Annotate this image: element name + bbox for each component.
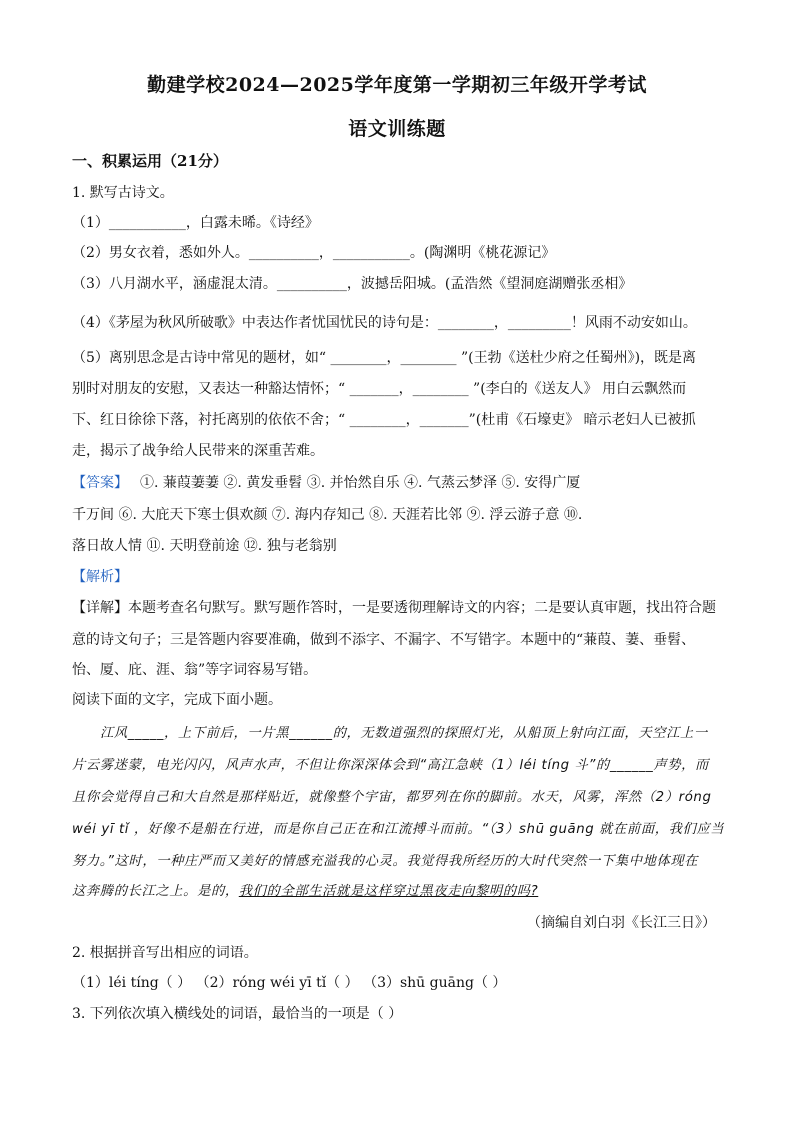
passage-line-2: 片云雾迷蒙，电光闪闪，风声水声，不但让你深深体会到“高江急峡（1）léi tíng 斗”的______声势，而 [72, 758, 709, 773]
passage-source: （摘编自刘白羽《长江三日》） [527, 915, 716, 931]
question-1-item-3: （3）八月湖水平，涵虚混太清。__________，波撼岳阳城。(孟浩然《望洞庭湖赠张丞相》 [72, 276, 633, 292]
analysis-row-1 [72, 598, 728, 618]
question-2-stem: 2. 根据拼音写出相应的词语。 [72, 945, 258, 961]
passage-line-5: 努力。”这时，一种庄严而又美好的情感充溢我的心灵。我觉得我所经历的大时代突然一下集中地体现在 [72, 854, 699, 869]
analysis-row-3: 怡、厦、庇、涯、翁”等字词容易写错。 [72, 662, 318, 678]
passage-line-4: wéi yī tǐ ，好像不是船在行进，而是你自己正在和江流搏斗而前。“（3）shū guāng 就在前面，我们应当 [72, 822, 725, 837]
answer-row-2: 千万间 ⑥. 大庇天下寒士俱欢颜 ⑦. 海内存知己 ⑧. 天涯若比邻 ⑨. 浮云游子意 ⑩. [72, 507, 583, 523]
question-1-stem: 1. 默写古诗文。 [72, 185, 174, 201]
question-3-stem: 3. 下列依次填入横线处的词语，最恰当的一项是（ ） [72, 1006, 403, 1022]
answer-label: 【答案】 [72, 475, 128, 491]
analysis-label: 【解析】 [72, 569, 128, 585]
question-1-item-5-line-4: 走，揭示了战争给人民带来的深重苦难。 [72, 443, 324, 459]
section-heading: 一、积累运用（21分） [72, 152, 228, 170]
question-1-item-5-line-3: 下、红日徐徐下落，衬托离别的依依不舍；“ ________，_______”(杜甫《石壕吏》 暗示老妇人已被抓 [72, 412, 696, 428]
reading-intro: 阅读下面的文字，完成下面小题。 [72, 692, 282, 708]
answer-row-3: 落日故人情 ⑪. 天明登前途 ⑫. 独与老翁别 [72, 538, 337, 554]
question-2-items: （1）léi tíng（ ） （2）róng wéi yī tǐ（ ） （3）shū guāng（ ） [72, 975, 507, 991]
question-1-item-4: （4）《茅屋为秋风所破歌》中表达作者忧国忧民的诗句是：________，_________！风雨不动安如山。 [72, 315, 697, 331]
answer-row-1 [72, 473, 728, 493]
passage-text: 这奔腾的长江之上。是的， [72, 884, 239, 899]
question-1-item-5-line-1: （5）离别思念是古诗中常见的题材，如“ ________，________ ”(王勃《送杜少府之任蜀州》)，既是离 [72, 350, 697, 366]
question-1-item-2: （2）男女衣着，悉如外人。__________，___________。(陶渊明《桃花源记》 [72, 245, 556, 261]
detail-label: 【详解】 [72, 600, 128, 616]
exam-subtitle: 语文训练题 [348, 118, 446, 140]
exam-title: 勤建学校2024—2025学年度第一学期初三年级开学考试 [147, 74, 647, 96]
passage-line-1: 江风_____，上下前后，一片黑______的，无数道强烈的探照灯光，从船顶上射向江面，天空江上一 [100, 726, 708, 741]
answer-text-1: ①. 蒹葭萋萋 ②. 黄发垂髫 ③. 并怡然自乐 ④. 气蒸云梦泽 ⑤. 安得广厦 [140, 475, 581, 491]
question-1-item-1: （1）___________，白露未晞。《诗经》 [72, 215, 319, 231]
question-1-item-5-line-2: 别时对朋友的安慰，又表达一种豁达情怀；“ _______，________ ”(李白的《送友人》 用白云飘然而 [72, 381, 687, 397]
analysis-text-1: 本题考查名句默写。默写题作答时，一是要透彻理解诗文的内容；二是要认真审题，找出符合题 [128, 600, 716, 616]
analysis-row-2: 意的诗文句子；三是答题内容要准确，做到不添字、不漏字、不写错字。本题中的“蒹葭、萋、垂髫、 [72, 632, 696, 648]
passage-line-3: 且你会觉得自己和大自然是那样贴近，就像整个宇宙，都罗列在你的脚前。水天，风雾，浑然（2）róng [72, 790, 712, 805]
passage-line-6 [72, 882, 728, 902]
underlined-sentence: 我们的全部生活就是这样穿过黑夜走向黎明的吗? [238, 884, 539, 899]
